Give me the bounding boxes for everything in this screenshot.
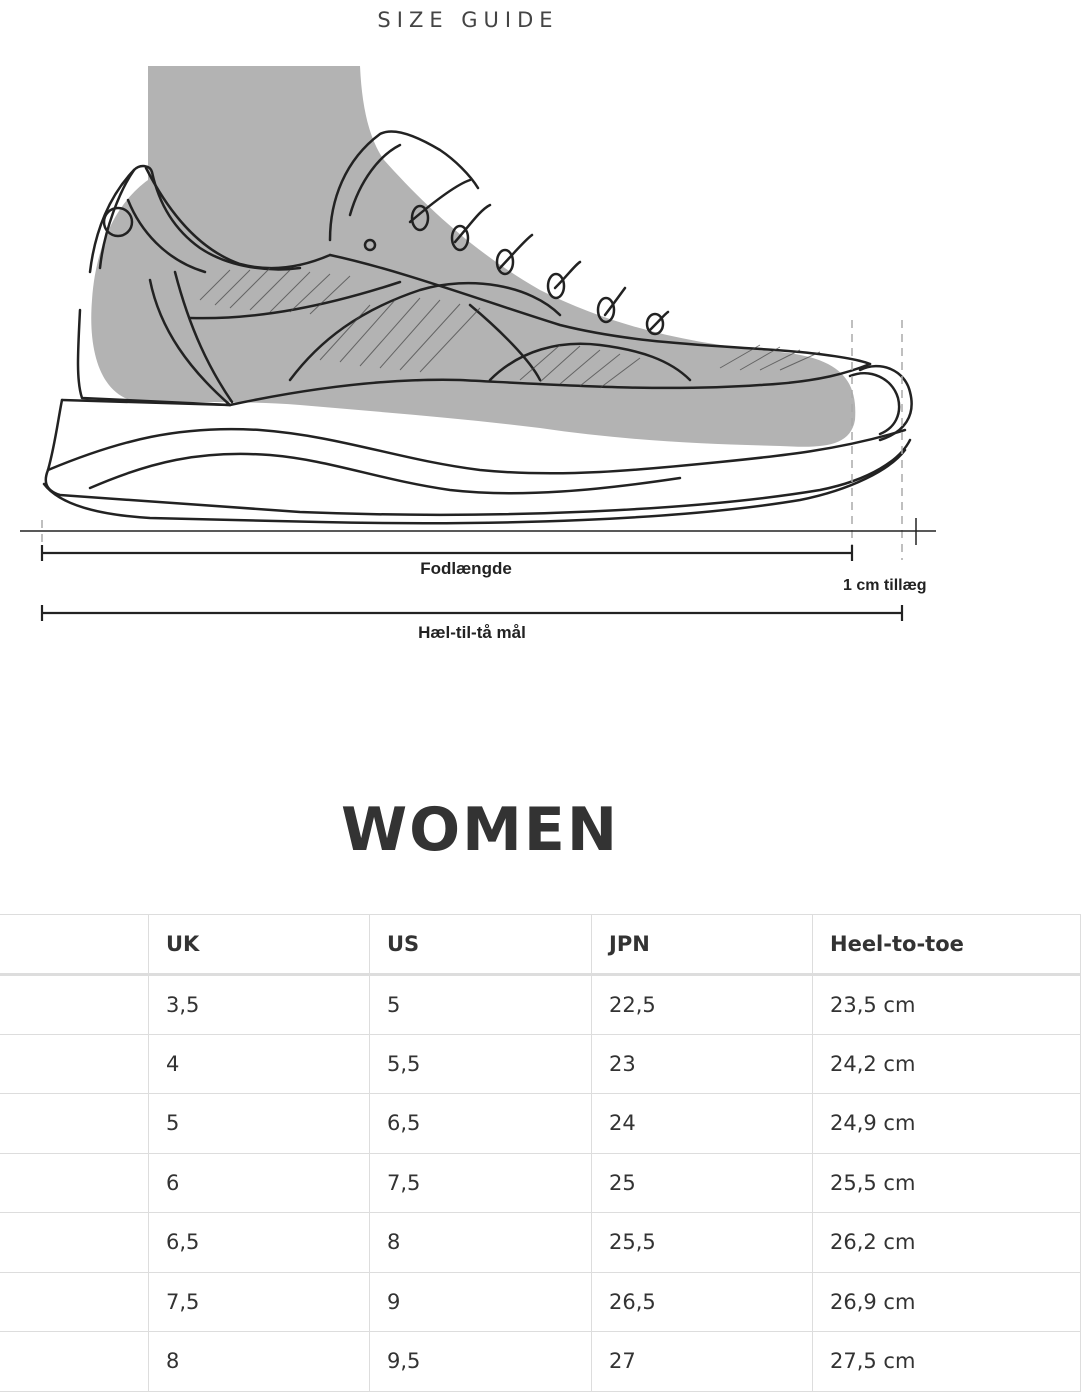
header-cell-jpn: JPN: [592, 915, 813, 975]
allowance-label: 1 cm tillæg: [843, 577, 927, 594]
table-row: [0, 975, 1081, 1035]
table-cell: [0, 1272, 149, 1332]
table-row: [0, 1034, 1081, 1094]
table-cell: 7,5: [149, 1272, 370, 1332]
table-cell: 9,5: [370, 1332, 592, 1392]
toe-cap: [860, 366, 912, 440]
table-cell: [0, 1213, 149, 1273]
table-row: [0, 1094, 1081, 1154]
table-row: [0, 1332, 1081, 1392]
table-cell: 27,5 cm: [813, 1332, 1081, 1392]
size-table-container: [0, 914, 1080, 1392]
table-cell: 24,9 cm: [813, 1094, 1081, 1154]
table-cell: [0, 1332, 149, 1392]
page-title: SIZE GUIDE: [377, 8, 559, 32]
table-cell: 25,5 cm: [813, 1153, 1081, 1213]
table-cell: 22,5: [592, 975, 813, 1035]
heel-to-toe-label: Hæl-til-tå mål: [418, 623, 526, 642]
table-cell: 23: [592, 1034, 813, 1094]
shoe-measurement-diagram: [0, 50, 936, 670]
table-cell: 9: [370, 1272, 592, 1332]
table-cell: 27: [592, 1332, 813, 1392]
foot-length-label: Fodlængde: [420, 559, 512, 578]
foot-silhouette: [91, 66, 855, 447]
table-cell: 26,2 cm: [813, 1213, 1081, 1273]
table-cell: 26,9 cm: [813, 1272, 1081, 1332]
table-cell: 24: [592, 1094, 813, 1154]
header-cell-us: US: [370, 915, 592, 975]
table-cell: 6: [149, 1153, 370, 1213]
table-cell: 5: [149, 1094, 370, 1154]
table-cell: 6,5: [370, 1094, 592, 1154]
table-cell: 3,5: [149, 975, 370, 1035]
table-cell: 23,5 cm: [813, 975, 1081, 1035]
table-cell: 5: [370, 975, 592, 1035]
section-title-women: WOMEN: [340, 795, 620, 865]
table-cell: 8: [149, 1332, 370, 1392]
table-cell: 25: [592, 1153, 813, 1213]
table-cell: [0, 975, 149, 1035]
table-cell: 24,2 cm: [813, 1034, 1081, 1094]
table-cell: 25,5: [592, 1213, 813, 1273]
table-cell: 7,5: [370, 1153, 592, 1213]
table-cell: 6,5: [149, 1213, 370, 1273]
table-cell: 8: [370, 1213, 592, 1273]
table-cell: 5,5: [370, 1034, 592, 1094]
table-cell: 26,5: [592, 1272, 813, 1332]
header-cell-uk: UK: [149, 915, 370, 975]
table-row: [0, 1153, 1081, 1213]
header-cell-eu: [0, 915, 149, 975]
table-cell: [0, 1034, 149, 1094]
table-cell: [0, 1153, 149, 1213]
table-row: [0, 1213, 1081, 1273]
table-row: [0, 1272, 1081, 1332]
header-cell-heel-to-toe: Heel-to-toe: [813, 915, 1081, 975]
size-table: [0, 914, 1081, 1392]
table-cell: 4: [149, 1034, 370, 1094]
table-header-row: [0, 915, 1081, 975]
table-cell: [0, 1094, 149, 1154]
